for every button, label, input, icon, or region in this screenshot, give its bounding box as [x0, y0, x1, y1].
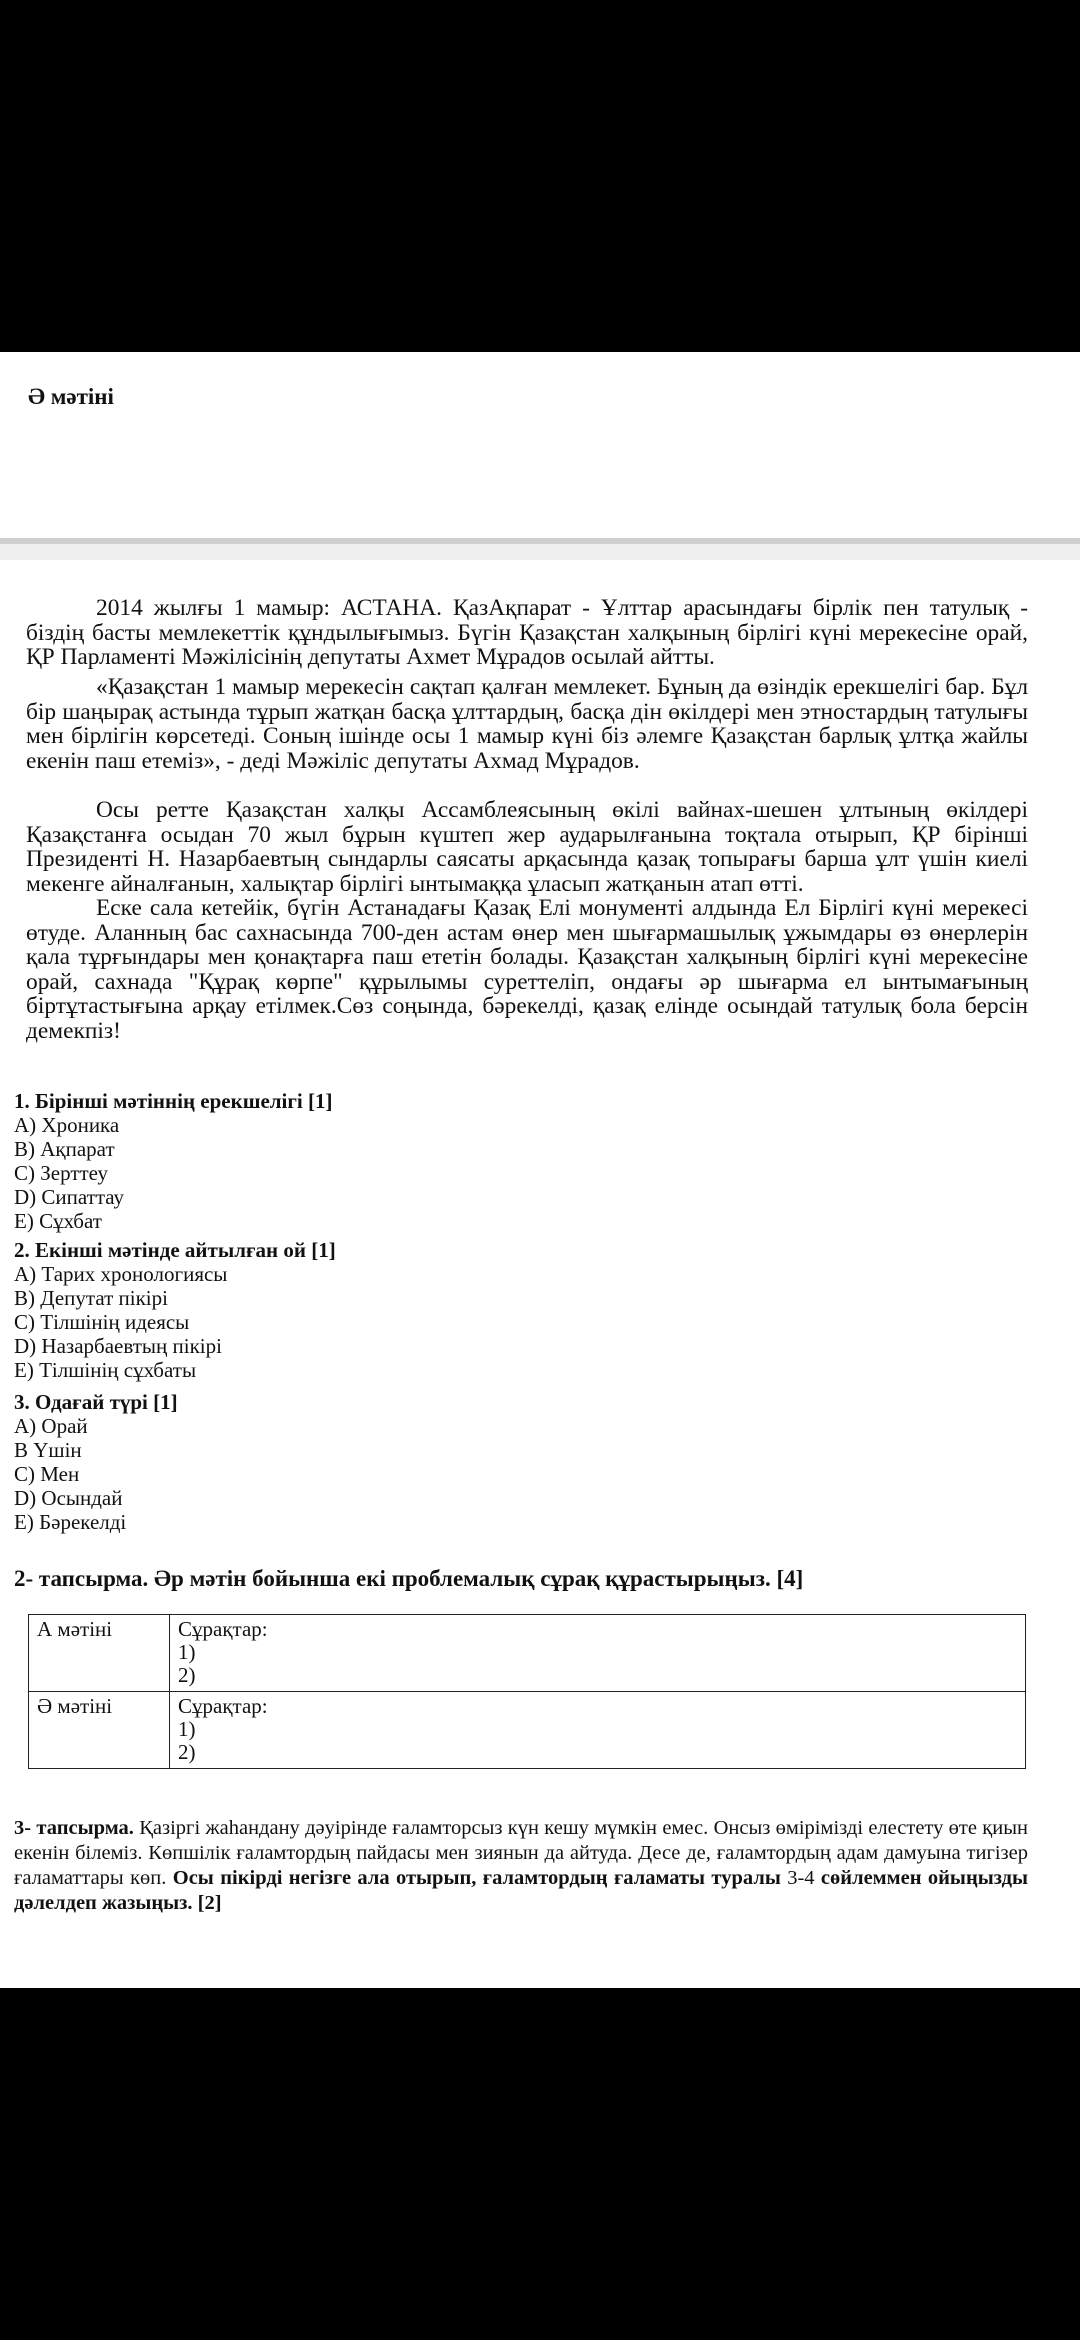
- top-black-bar: [0, 0, 1080, 352]
- option: C) Тілшінің идеясы: [14, 1310, 190, 1334]
- question-3: [14, 1390, 178, 1534]
- option: E) Бәрекелді: [14, 1510, 127, 1534]
- option: C) Мен: [14, 1462, 80, 1486]
- row-cell: [170, 1615, 1026, 1692]
- option: A) Тарих хронологиясы: [14, 1262, 228, 1286]
- question-title: 2. Екінші мәтінде айтылған ой [1]: [14, 1238, 336, 1262]
- paragraph-4: Еске сала кетейік, бүгін Астанадағы Қазақ Елі монументі алдында Ел Бірлігі күні мерекесі өтуде. Аланның бас сахнасында 700-ден астам өнер мен шығармашылық ұжымдары өз өнерлерін қала тұрғындары мен қонақтарға паш ететін болады. Қазақстан халқының бірлігі күні мерекесіне орай, сахнада "Құрақ көрпе" құрылымы суреттеліп, ондағы әр шығарма ел ынтымағының біртұтастығына арқау етілмек.Сөз соңында, бәрекелді, қазақ елінде осындай татулық бола берсін демекпіз!: [26, 895, 1028, 1044]
- option: D) Назарбаевтың пікірі: [14, 1334, 222, 1358]
- task-3-instruction-end: сөйлеммен ойыңызды дәлелдеп жазыңыз.: [14, 1867, 1029, 1914]
- option: C) Зерттеу: [14, 1161, 108, 1185]
- questions-table: [28, 1614, 1026, 1769]
- task-3-lead: 3- тапсырма.: [14, 1817, 134, 1839]
- option: D) Сипаттау: [14, 1185, 125, 1209]
- paragraph-1: 2014 жылғы 1 мамыр: АСТАНА. ҚазАқпарат - Ұлттар арасындағы бірлік пен татулық - біздің басты мемлекеттік құндылығымыз. Бүгін Қазақстан халқының бірлігі күні мерекесіне орай, ҚР Парламенті Мәжілісінің депутаты Ахмет Мұрадов осылай айтты.: [26, 595, 1028, 671]
- task-3: [14, 1816, 1028, 1916]
- paragraph-2: «Қазақстан 1 мамыр мерекесін сақтап қалған мемлекет. Бұның да өзіндік ерекшелігі бар. Бұл бір шаңырақ астында тұрып жатқан басқа ұлттардың, басқа дін өкілдері мен этностардың татулығы мен бірлігін көрсетеді. Соның ішінде осы 1 мамыр күні біз әлемге Қазақстан барлық ұлтқа жайлы екенін паш етеміз», - деді Мәжіліс депутаты Ахмад Мұрадов.: [26, 674, 1028, 774]
- cell-head: Сұрақтар:: [178, 1694, 268, 1718]
- option: B Үшін: [14, 1438, 82, 1462]
- table-row: [29, 1692, 1026, 1769]
- option: B) Ақпарат: [14, 1137, 115, 1161]
- option: A) Орай: [14, 1414, 88, 1438]
- question-1: [14, 1089, 333, 1233]
- question-2: [14, 1238, 336, 1382]
- option: E) Сұхбат: [14, 1209, 102, 1233]
- cell-item: 2): [178, 1663, 196, 1687]
- cell-item: 2): [178, 1740, 196, 1764]
- paragraph-3: Осы ретте Қазақстан халқы Ассамблеясының өкілі вайнах-шешен ұлтының өкілдері Қазақстанға осыдан 70 жыл бұрын күштеп жер аударылғанына тоқтала отырып, ҚР бірінші Президенті Н. Назарбаевтың сындарлы саясаты арқасында қазақ топырағы барша ұлт үшін киелі мекенге айналғанын, халықтар бірлігі ынтымаққа ұласып жатқанын атап өтті.: [26, 797, 1028, 897]
- task-3-body: Қазіргі жаһандану дәуірінде ғаламторсыз күн кешу мүмкін емес. Онсыз өмірімізді елестету өте қиын екенін білеміз. Көпшілік ғаламтордың пайдасы мен зиянын да айтуда. Десе де, ғаламтордың адам дамуына тигізер ғаламаттары көп.: [14, 1817, 1028, 1889]
- option: A) Хроника: [14, 1113, 120, 1137]
- row-label: А мәтіні: [29, 1615, 170, 1692]
- bottom-black-bar: [0, 1988, 1080, 2340]
- row-label: Ә мәтіні: [29, 1692, 170, 1769]
- row-cell: [170, 1692, 1026, 1769]
- option: B) Депутат пікірі: [14, 1286, 168, 1310]
- cell-head: Сұрақтар:: [178, 1617, 268, 1641]
- divider-shadow: [0, 544, 1080, 560]
- task-3-mark: [2]: [192, 1892, 222, 1914]
- cell-item: 1): [178, 1640, 196, 1664]
- cell-item: 1): [178, 1717, 196, 1741]
- task-2-title: 2- тапсырма. Әр мәтін бойынша екі проблемалық сұрақ құрастырыңыз. [4]: [14, 1566, 804, 1591]
- header-strip: [0, 352, 1080, 538]
- option: E) Тілшінің сұхбаты: [14, 1358, 197, 1382]
- question-title: 1. Бірінші мәтіннің ерекшелігі [1]: [14, 1089, 333, 1113]
- option: D) Осындай: [14, 1486, 123, 1510]
- task-3-count: 3-4: [787, 1867, 815, 1889]
- table-row: [29, 1615, 1026, 1692]
- header-title: Ә мәтіні: [28, 384, 114, 409]
- task-3-instruction: Осы пікірді негізге ала отырып, ғаламтордың ғаламаты туралы: [172, 1867, 788, 1889]
- question-title: 3. Одағай түрі [1]: [14, 1390, 178, 1414]
